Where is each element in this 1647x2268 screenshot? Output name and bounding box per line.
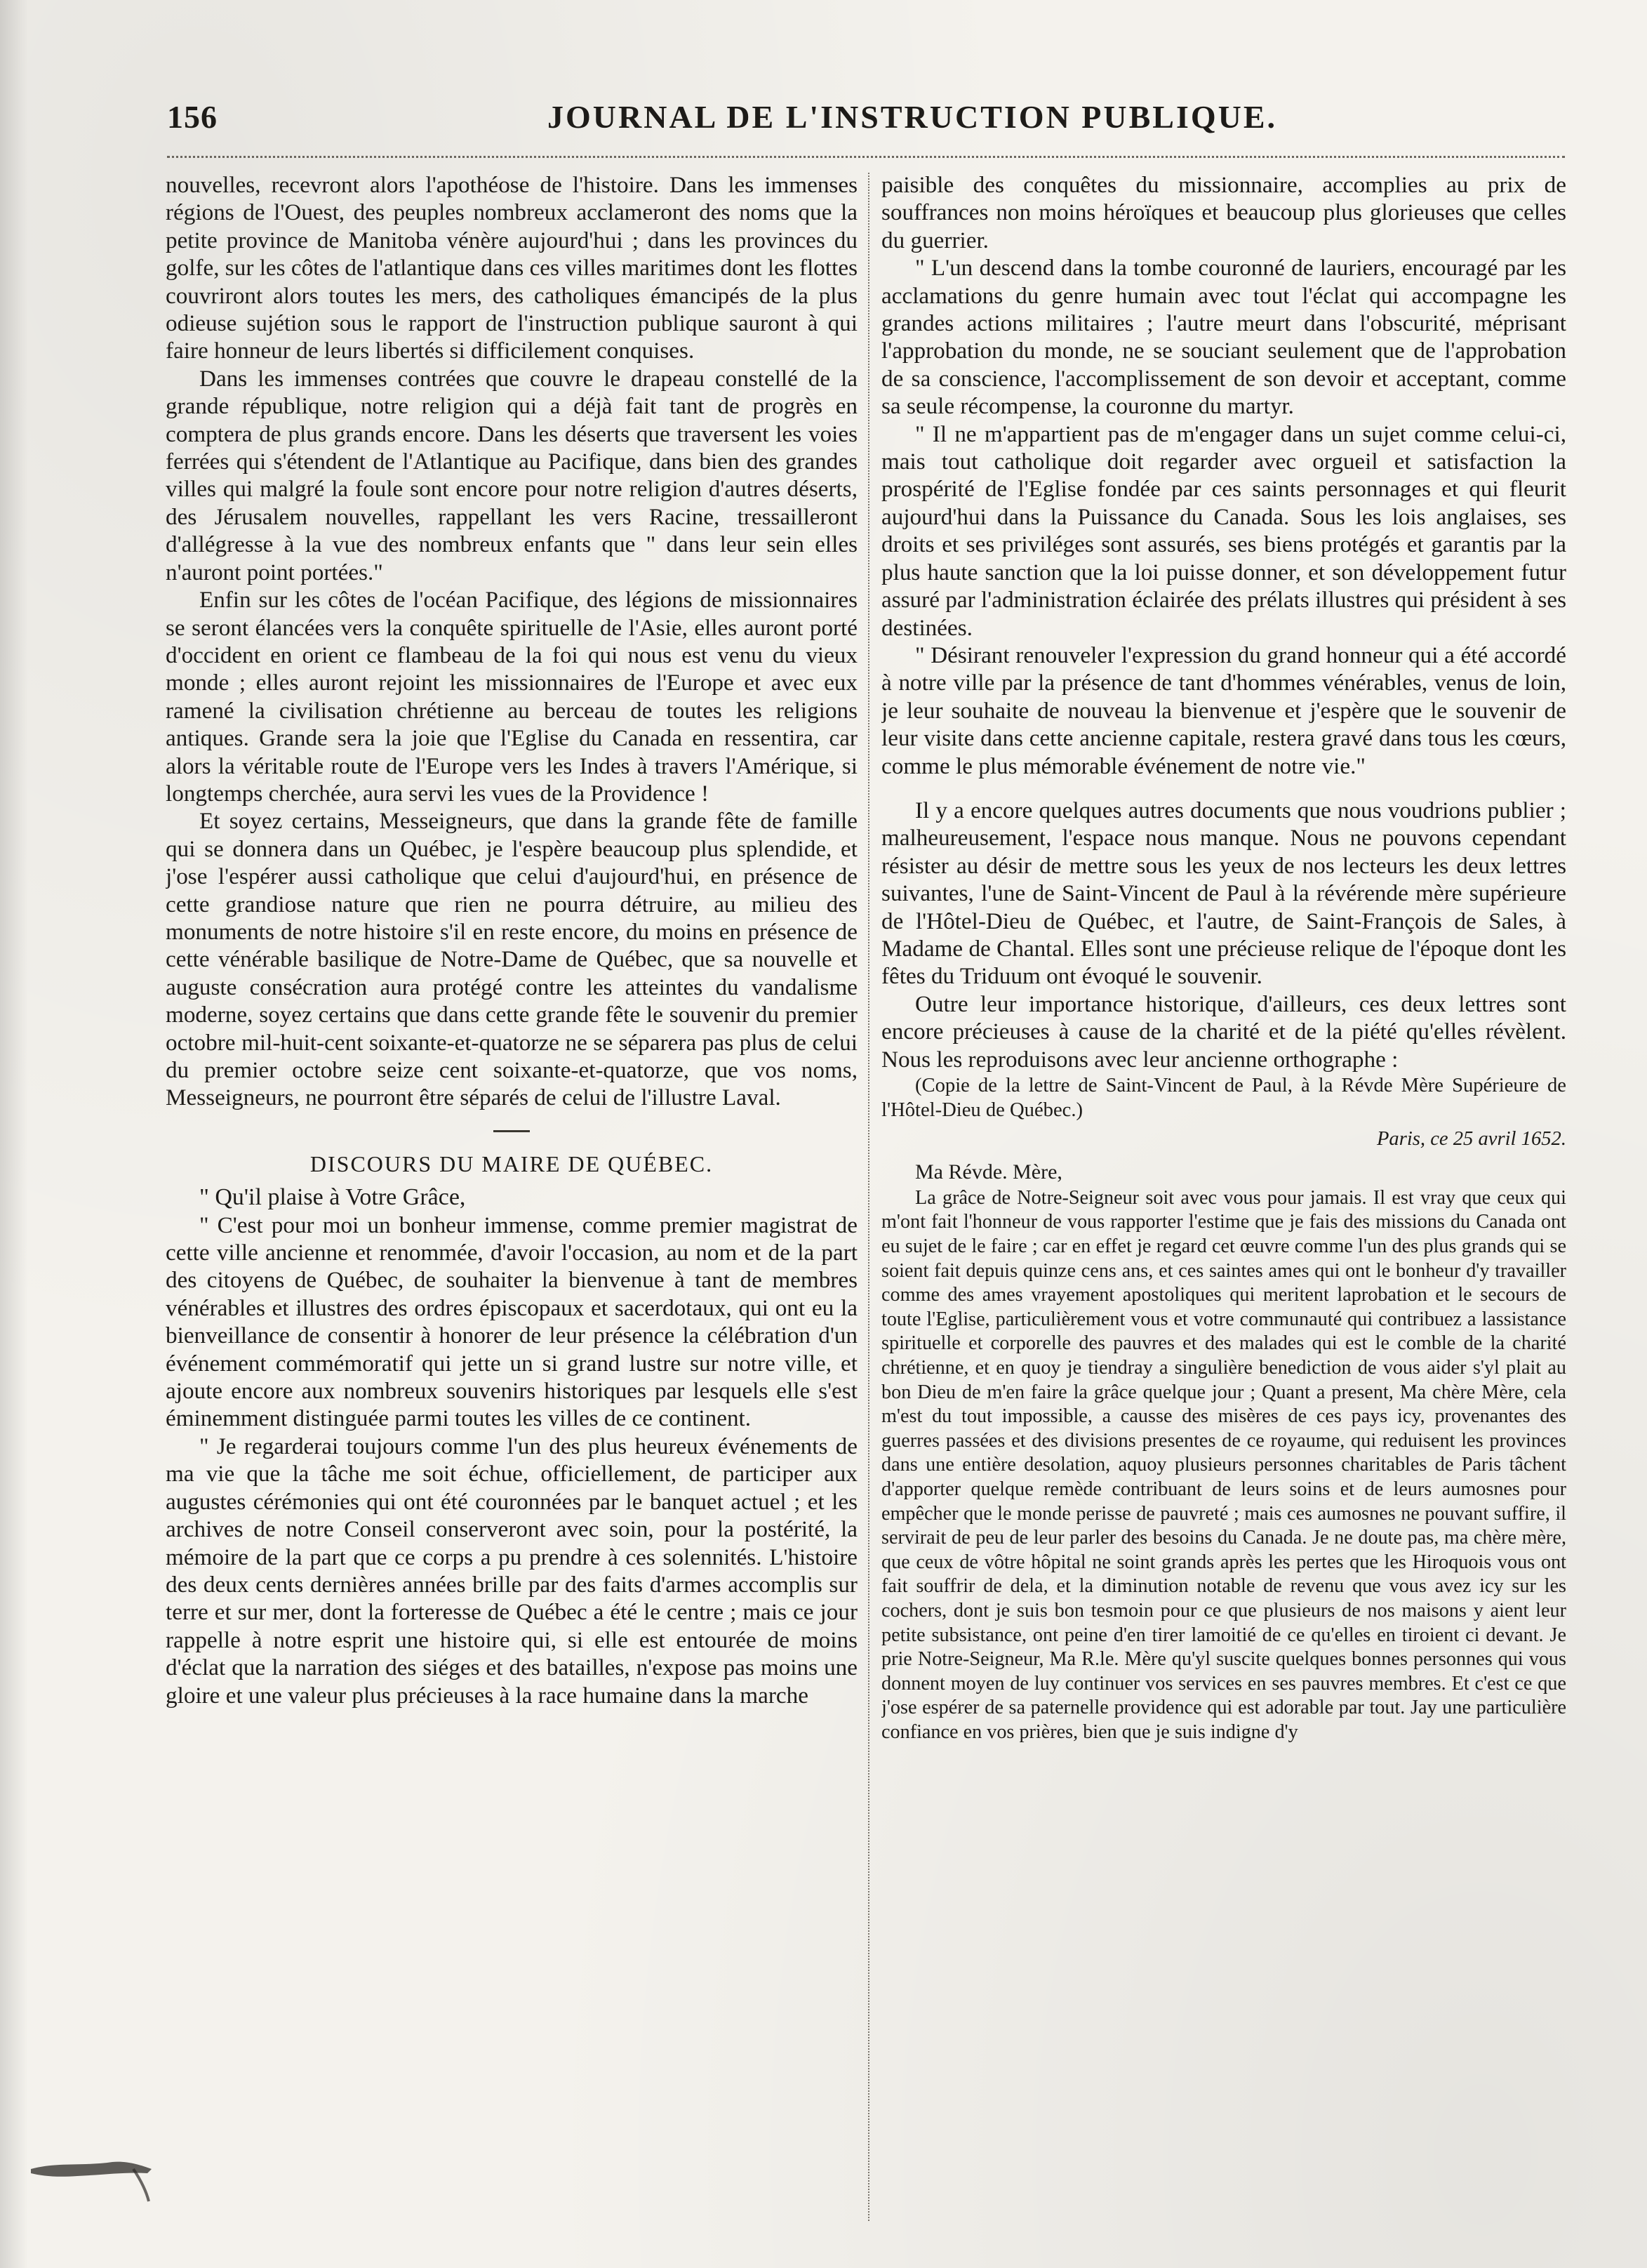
letter-date: Paris, ce 25 avril 1652.: [1376, 1128, 1566, 1150]
editorial-paragraph: Outre leur importance historique, d'ailleurs, ces deux lettres sont encore précieuses à cause de la charité et de la piété qu'elles révèlent. Nous les reproduisons avec leur ancienne orthographe :: [881, 990, 1566, 1073]
right-column: [881, 171, 1566, 2221]
header-rule: [167, 156, 1565, 158]
right-paragraph: " Il ne m'appartient pas de m'engager dans un sujet comme celui-ci, mais tout catholique doit regarder avec orgueil et satisfaction la prospérité de l'Eglise fondée par ces saints personnages et qui fleurit aujourd'hui dans la Puissance du Canada. Sous les lois anglaises, ses droits et ses priviléges sont assurés, ses biens protégés et garantis par la plus haute sanction que la loi puisse donner, et son développement futur assuré par l'administration éclairée des prélats illustres qui président à ses destinées.: [881, 420, 1566, 641]
left-paragraph: Et soyez certains, Messeigneurs, que dans la grande fête de famille qui se donnera dans un Québec, je l'espère beaucoup plus splendide, et j'ose l'espérer aussi catholique que celui d'aujourd'hui, en présence de cette grandiose nature que rien ne pourra détruire, au milieu des monuments de notre histoire s'il en reste encore, du moins en présence de cette vénérable basilique de Notre-Dame de Québec, que sa nouvelle et auguste consécration aura protégé contre les atteintes du vandalisme moderne, soyez certains que dans cette grande fête le souvenir du premier octobre mil-huit-cent soixante-et-quatorze ne se séparera pas plus de celui du premier octobre seize cent soixante-et-quatorze, que vos noms, Messeigneurs, ne pourront être séparés de celui de l'illustre Laval.: [166, 808, 858, 1111]
speech-salutation: " Qu'il plaise à Votre Grâce,: [199, 1184, 466, 1211]
right-paragraph: " L'un descend dans la tombe couronné de lauriers, encouragé par les acclamations du genre humain avec tout l'éclat qui accompagne les grandes actions militaires ; l'autre meurt dans l'obscurité, méprisant l'approbation du monde, ne se souciant seulement que de l'approbation de sa conscience, l'accomplissement de son devoir et acceptant, comme sa seule récompense, la couronne du martyr.: [881, 255, 1566, 420]
page-number: 156: [167, 99, 218, 135]
letter-heading: (Copie de la lettre de Saint-Vincent de Paul, à la Révde Mère Supérieure de l'Hôtel-Dieu de Québec.): [881, 1075, 1566, 1121]
letter-salutation: Ma Révde. Mère,: [915, 1160, 1062, 1184]
right-paragraph: " Désirant renouveler l'expression du grand honneur qui a été accordé à notre ville par la présence de tant d'hommes vénérables, venus de loin, je leur souhaite de nouveau la bienvenue et j'espère que le souvenir de leur visite dans cette ancienne capitale, restera gravé dans tous les cœurs, comme le plus mémorable événement de notre vie.": [881, 642, 1566, 779]
speech-paragraph: " Je regarderai toujours comme l'un des plus heureux événements de ma vie que la tâche me soit échue, officiellement, de participer aux augustes cérémonies qui ont été couronnées par le banquet actuel ; et les archives de notre Conseil conserveront avec soin, pour la postérité, la mémoire de la part que ce corps a pu prendre à ces solennités. L'histoire des deux cents dernières années brille par des faits d'armes accomplis sur terre et sur mer, dont la forteresse de Québec a été le centre ; mais ce jour rappelle à notre esprit une histoire qui, si elle est entourée de moins d'éclat que la narration des siéges et des batailles, n'expose pas moins une gloire et une valeur plus précieuses à la race humaine dans la marche: [166, 1433, 858, 1709]
page-edge-shadow: [0, 0, 28, 2268]
ink-smudge-mark: [28, 2141, 154, 2204]
left-column: [166, 171, 858, 2221]
section-separator: [493, 1130, 530, 1132]
section-title: DISCOURS DU MAIRE DE QUÉBEC.: [309, 1150, 714, 1176]
editorial-paragraph: Il y a encore quelques autres documents que nous voudrions publier ; malheureusement, l'espace nous manque. Nous ne pouvons cependant résister au désir de mettre sous les yeux de nos lecteurs les deux lettres suivantes, l'une de Saint-Vincent de Paul à la révérende mère supérieure de l'Hôtel-Dieu de Québec, et l'autre, de Saint-François de Sales, à Madame de Chantal. Elles sont une précieuse relique de l'époque dont les fêtes du Triduum ont évoqué le souvenir.: [881, 797, 1566, 990]
column-divider: [868, 173, 869, 2221]
letter-body: La grâce de Notre-Seigneur soit avec vous pour jamais. Il est vray que ceux qui m'ont fait l'honneur de vous rapporter l'estime que je fais des missions du Canada ont eu sujet de le faire ; car en effet je regard cet œuvre comme l'un des plus grands qui se soient fait depuis quinze cens ans, et ces saintes ames qui ont le bonheur d'y travailler comme des ames vrayement apostoliques qui meritent laprobation et le secours de toute l'Eglise, particulièrement vous et votre communauté qui contribuez a lassistance spirituelle et corporelle des pauvres et des malades qui est le comble de la charité chrétienne, et en quoy je tiendray a singulière benediction de vous aider s'yl plait au bon Dieu de m'en faire la grâce quelque jour ; Quant a present, Ma chère Mère, cela m'est du tout impossible, a causse des misères de ces pays icy, provenantes des guerres passées et des divisions presentes de ce royaume, qui reduisent les provinces dans une entière desolation, aquoy plusieurs personnes charitables de Paris tâchent d'apporter quelque remède contribuant de leurs soins et de leurs aumosnes pour empêcher que le monde perisse de pauvreté ; mais ces aumosnes ne pouvant suffire, il servirait de peu de leur parler des besoins du Canada. Je ne doute pas, ma chère mère, que ceux de vôtre hôpital ne soint grands après les pertes que les Hiroquois vous ont fait souffrir de dela, et la diminution notable de revenu que vous avez icy sur les cochers, dont je suis bon tesmoin pour ce que plusieurs de nos maisons y aient leur petite subsistance, ont peine d'en tirer lamoitié de ce qu'elles en tiroient ci devant. Je prie Notre-Seigneur, Ma R.le. Mère qu'yl suscite quelques bonnes personnes qui vous donnent moyen de luy continuer vos services en ses pauvres membres. Et c'est ce que j'ose espérer de sa paternelle providence qui est adorable par tout. Jay une particulière confiance en vos prières, bien que je suis indigne d'y: [881, 1186, 1566, 1743]
speech-paragraph: " C'est pour moi un bonheur immense, comme premier magistrat de cette ville ancienne et renommée, d'avoir l'occasion, au nom et de la part des citoyens de Québec, de souhaiter la bienvenue à tant de membres vénérables et illustres des ordres épiscopaux et sacerdotaux, qui ont eu la bienveillance de consentir à honorer de leur présence la célébration d'un événement commémoratif qui jette un si grand lustre sur notre ville, et ajoute encore aux nombreux souvenirs historiques par lesquels elle s'est éminemment distinguée parmi toutes les villes de ce continent.: [166, 1212, 858, 1432]
left-paragraph: Dans les immenses contrées que couvre le drapeau constellé de la grande république, notre religion qui a déjà fait tant de progrès en comptera de plus grands encore. Dans les déserts que traversent les voies ferrées qui s'étendent de l'Atlantique au Pacifique, dans bien des grandes villes qui malgré la foule sont encore pour notre religion d'autres déserts, des Jérusalem nouvelles, rappellant les vers Racine, tressailleront d'allégresse à la vue des nombreux enfants que " dans leur sein elles n'auront point portées.": [166, 365, 858, 585]
right-paragraph: paisible des conquêtes du missionnaire, accomplies au prix de souffrances non moins héroïques et beaucoup plus glorieuses que celles du guerrier.: [881, 172, 1566, 253]
left-paragraph: Enfin sur les côtes de l'océan Pacifique, des légions de missionnaires se seront élancées vers la conquête spirituelle de l'Asie, elles auront porté d'occident en orient ce flambeau de la foi qui nous est venu du vieux monde ; elles auront rejoint les missionnaires de l'Europe et avec eux ramené la civilisation chrétienne au berceau de toutes les religions antiques. Grande sera la joie que l'Eglise du Canada en ressentira, car alors la véritable route de l'Europe vers les Indes à travers l'Amérique, si longtemps cherchée, aura servi les vues de la Providence !: [166, 587, 858, 807]
left-paragraph: nouvelles, recevront alors l'apothéose de l'histoire. Dans les immenses régions de l'Ouest, des peuples nombreux acclameront des noms que la petite province de Manitoba vénère aujourd'hui ; dans les provinces du golfe, sur les côtes de l'atlantique dans ces villes maritimes dont les flottes couvriront alors toutes les mers, des catholiques émancipés de la plus odieuse sujétion sous le rapport de l'instruction publique sauront à qui faire honneur de leurs libertés si difficilement conquises.: [166, 172, 858, 364]
journal-title: JOURNAL DE L'INSTRUCTION PUBLIQUE.: [547, 99, 1278, 135]
